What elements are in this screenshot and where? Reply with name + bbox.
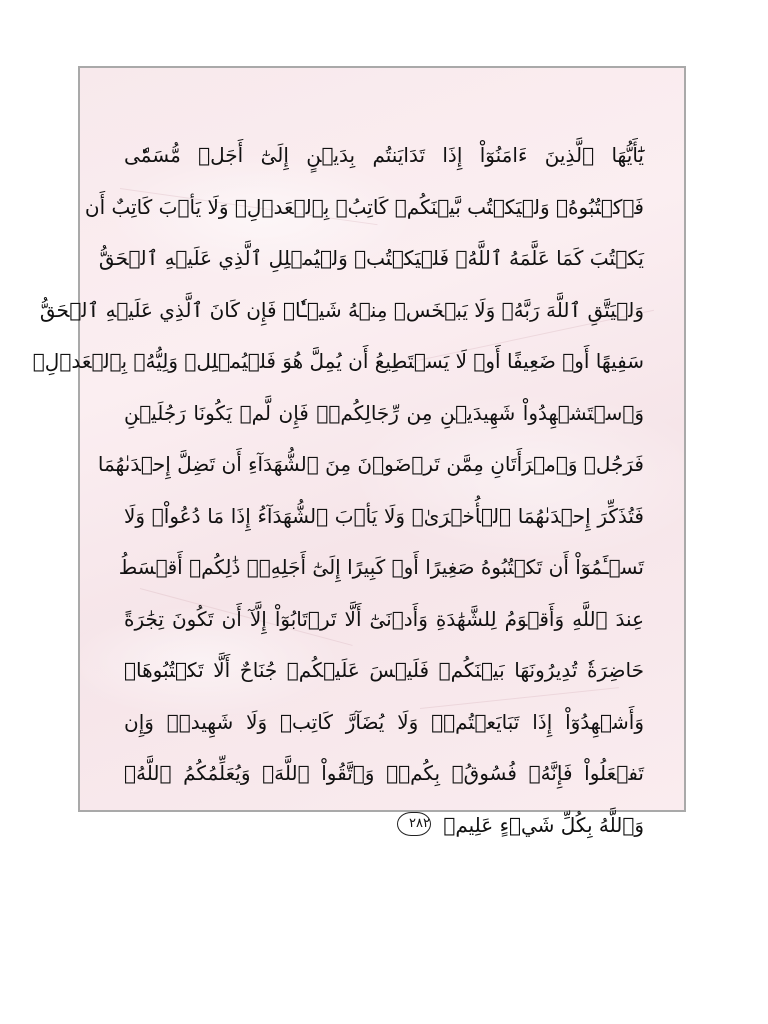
verse-line-13: تَفۡعَلُواْ فَإِنَّهُۥ فُسُوقُۢ بِكُمۡۗ وَٱتَّقُواْ ٱللَّهَۖ وَيُعَلِّمُكُمُ ٱللَّهُۗ	[124, 761, 644, 785]
verse-line-14	[124, 800, 644, 852]
verse-line-1: يَٰٓأَيُّهَا ٱلَّذِينَ ءَامَنُوٓاْ إِذَا تَدَايَنتُم بِدَيۡنٍ إِلَىٰٓ أَجَلٖ مُّسَمّٗى	[124, 143, 644, 167]
verse-line-5: سَفِيهًا أَوۡ ضَعِيفًا أَوۡ لَا يَسۡتَطِيعُ أَن يُمِلَّ هُوَ فَلۡيُمۡلِلۡ وَلِيُّهُۥ بِٱلۡعَدۡلِۚ	[32, 349, 644, 373]
verse-line-12: وَأَشۡهِدُوٓاْ إِذَا تَبَايَعۡتُمۡۚ وَلَا يُضَآرَّ كَاتِبٞ وَلَا شَهِيدٞۚ وَإِن	[124, 709, 644, 734]
mushaf-page	[32, 66, 686, 837]
verse-line-2: فَٱكۡتُبُوهُۚ وَلۡيَكۡتُب بَّيۡنَكُمۡ كَاتِبُۢ بِٱلۡعَدۡلِۚ وَلَا يَأۡبَ كَاتِبٌ أَن	[84, 194, 644, 219]
verse-line-8: فَتُذَكِّرَ إِحۡدَىٰهُمَا ٱلۡأُخۡرَىٰۚ وَلَا يَأۡبَ ٱلشُّهَدَآءُ إِذَا مَا دُعُواْۚ وَلَا	[124, 503, 644, 528]
verse-line-11: حَاضِرَةٗ تُدِيرُونَهَا بَيۡنَكُمۡ فَلَيۡسَ عَلَيۡكُمۡ جُنَاحٌ أَلَّا تَكۡتُبُوهَاۗ	[124, 658, 644, 682]
ayah-end-marker: ٢٨٢	[397, 812, 431, 836]
verse-line-4: وَلۡيَتَّقِ ٱللَّهَ رَبَّهُۥ وَلَا يَبۡخَسۡ مِنۡهُ شَيۡـٔٗاۚ فَإِن كَانَ ٱلَّذِي عَلَيۡهِ ٱلۡحَقُّ	[39, 297, 644, 322]
verse-text-block	[32, 130, 644, 851]
verse-line-6: وَٱسۡتَشۡهِدُواْ شَهِيدَيۡنِ مِن رِّجَالِكُمۡۖ فَإِن لَّمۡ يَكُونَا رَجُلَيۡنِ	[124, 400, 644, 425]
verse-line-7: فَرَجُلٞ وَٱمۡرَأَتَانِ مِمَّن تَرۡضَوۡنَ مِنَ ٱلشُّهَدَآءِ أَن تَضِلَّ إِحۡدَىٰهُمَا	[97, 452, 644, 476]
verse-line-14-text: وَٱللَّهُ بِكُلِّ شَيۡءٍ عَلِيمٞ	[443, 812, 644, 837]
verse-line-9: تَسۡـَٔمُوٓاْ أَن تَكۡتُبُوهُ صَغِيرًا أَوۡ كَبِيرًا إِلَىٰٓ أَجَلِهِۦۚ ذَٰلِكُمۡ أَقۡسَطُ	[118, 555, 644, 579]
verse-line-3: يَكۡتُبَ كَمَا عَلَّمَهُ ٱللَّهُۚ فَلۡيَكۡتُبۡ وَلۡيُمۡلِلِ ٱلَّذِي عَلَيۡهِ ٱلۡحَقُّ	[98, 246, 644, 270]
verse-line-10: عِندَ ٱللَّهِ وَأَقۡوَمُ لِلشَّهَٰدَةِ وَأَدۡنَىٰٓ أَلَّا تَرۡتَابُوٓاْ إِلَّآ أَن تَكُونَ تِجَٰرَةً	[124, 606, 644, 631]
